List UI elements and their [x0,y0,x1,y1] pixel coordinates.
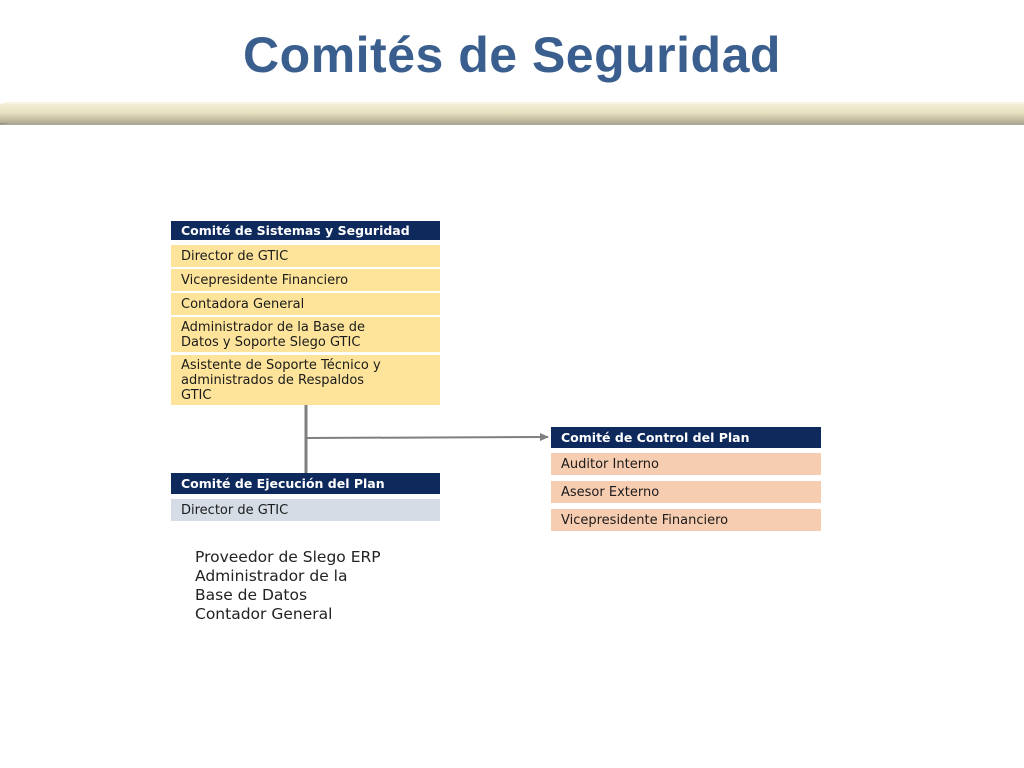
control-committee-header: Comité de Control del Plan [551,427,821,448]
control-member: Asesor Externo [551,481,821,503]
sistemas-committee-header: Comité de Sistemas y Seguridad [171,221,440,240]
control-member: Auditor Interno [551,453,821,475]
ejecucion-member: Director de GTIC [171,499,440,521]
ejecucion-additional-member: Base de Datos [195,586,308,604]
ejecucion-additional-member: Administrador de la [195,567,348,585]
control-member: Vicepresidente Financiero [551,509,821,531]
ejecucion-additional-member: Contador General [195,605,333,623]
slide-title: Comités de Seguridad [243,27,781,83]
title-divider-bar [0,102,1024,126]
ejecucion-committee-header: Comité de Ejecución del Plan [171,473,440,494]
ejecucion-additional-member: Proveedor de Slego ERP [195,548,381,566]
sistemas-member: Administrador de la Base de Datos y Soporte Slego GTIC [171,317,440,352]
ejecucion-additional-members [195,548,381,624]
arrow-connector [306,437,548,438]
sistemas-member: Director de GTIC [171,245,440,267]
sistemas-member: Contadora General [171,293,440,315]
sistemas-member: Vicepresidente Financiero [171,269,440,291]
sistemas-member: Asistente de Soporte Técnico y administrados de Respaldos GTIC [171,355,440,405]
